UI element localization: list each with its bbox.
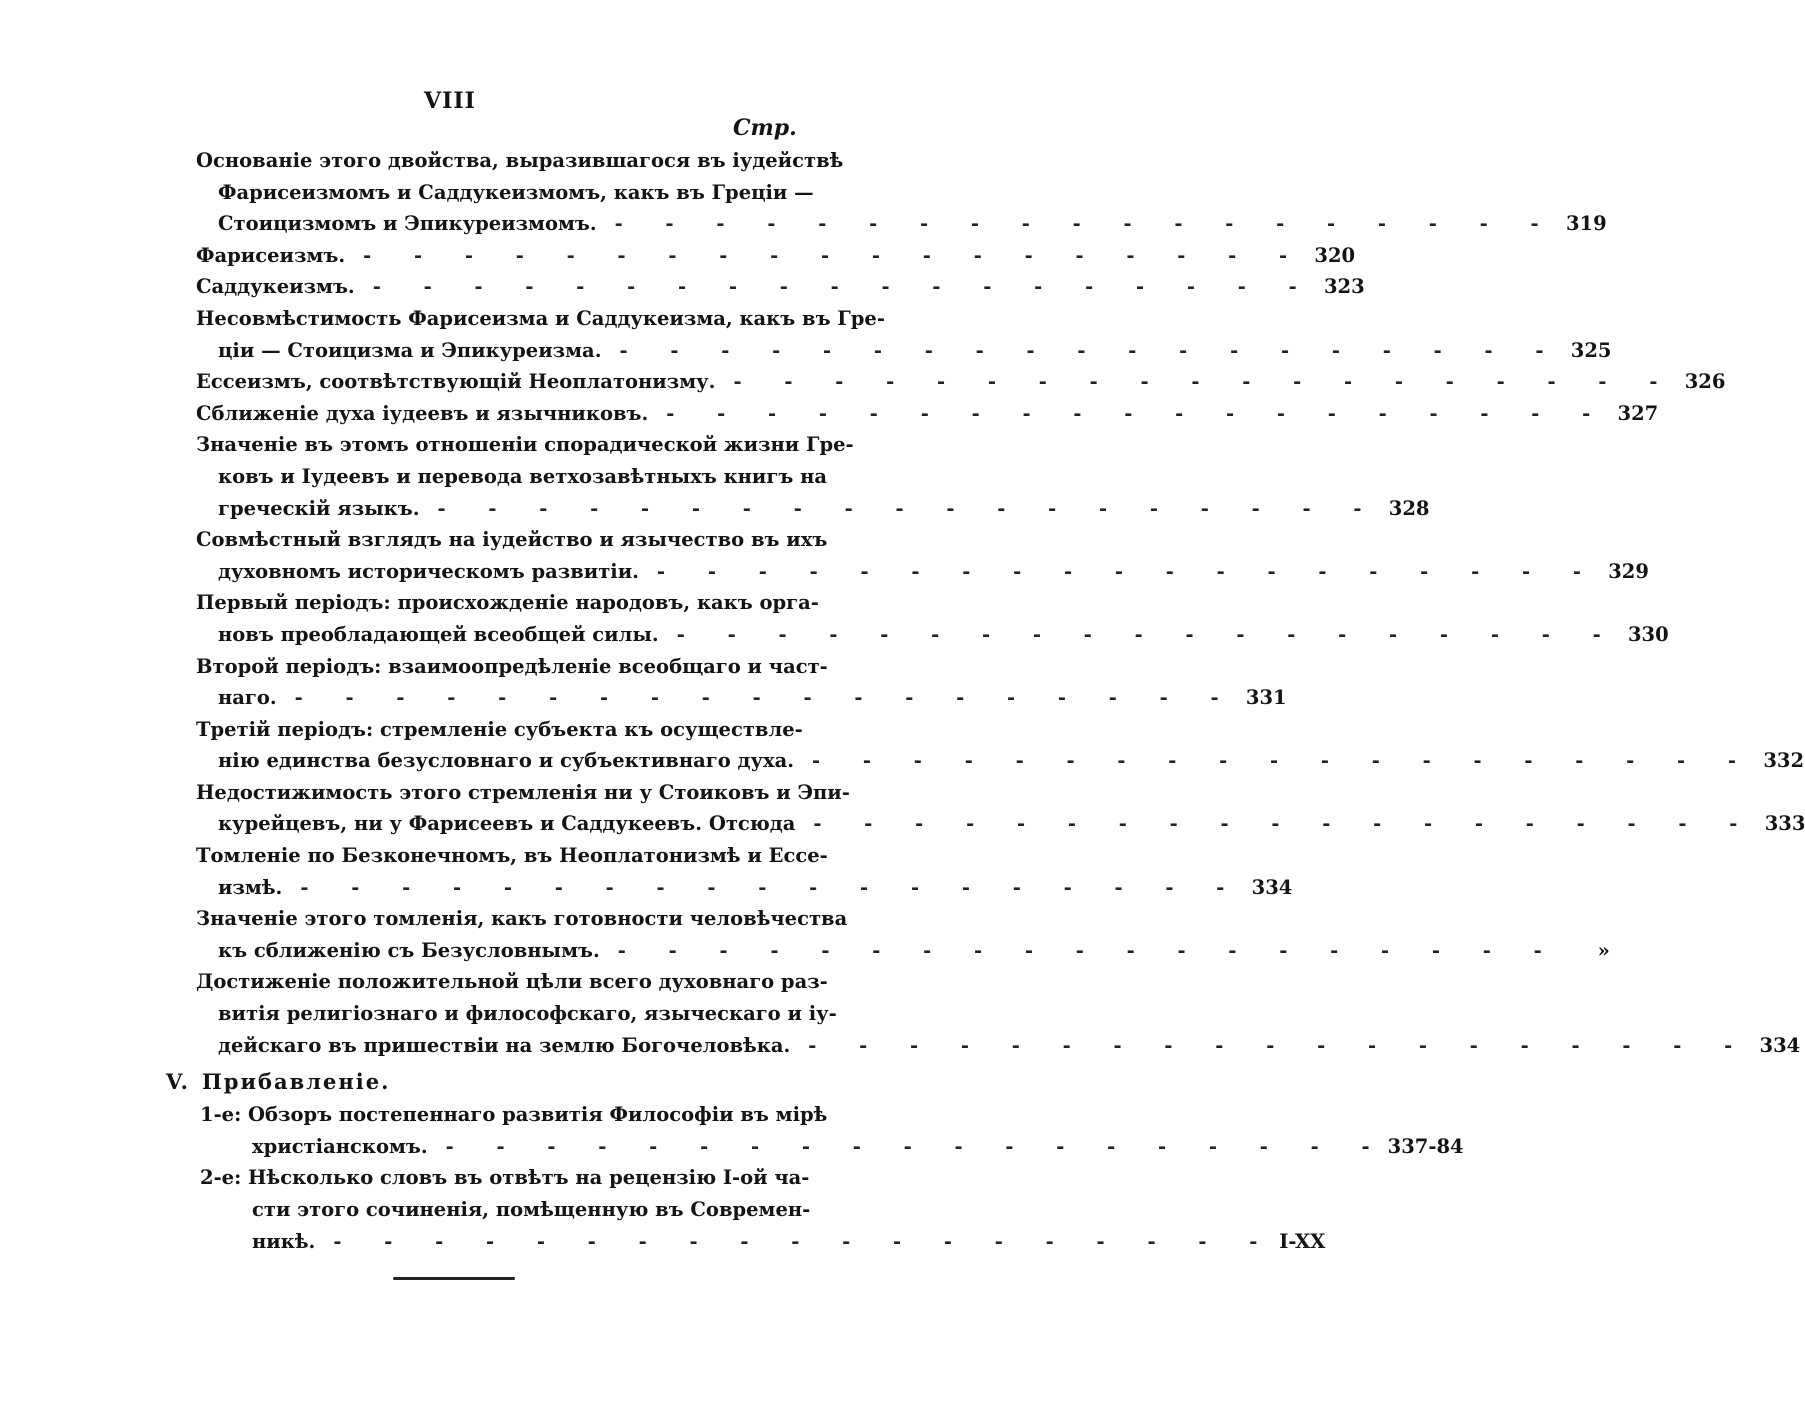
entry-text: ціи — Стоицизма и Эпикуреизма. (218, 338, 602, 362)
page-reference: I-XX (1279, 1229, 1326, 1253)
entry-text: новъ преобладающей всеобщей силы. (218, 622, 659, 646)
page-reference: 326 (1684, 370, 1726, 394)
entry-line: Недостижимость этого стремленія ни у Стоиковъ и Эпи- (196, 780, 850, 804)
entry-line (196, 493, 1430, 525)
page-reference: 328 (1388, 496, 1430, 520)
entry-line: Второй періодъ: взаимоопредѣленіе всеобщаго и част- (196, 654, 828, 678)
toc-entry (196, 240, 1356, 272)
page-reference: 330 (1627, 622, 1669, 646)
entry-line (196, 398, 1659, 430)
entry-text: никѣ. (252, 1229, 316, 1253)
page-reference: 320 (1314, 243, 1356, 267)
page-reference: 327 (1617, 401, 1659, 425)
page-reference: » (1597, 938, 1610, 962)
entry-line: Несовмѣстимость Фарисеизма и Саддукеизма, какъ въ Гре- (196, 306, 885, 330)
entry-line (196, 619, 1669, 651)
dot-leader: - - - - - - - - - - - - - - - - - - - (445, 1134, 1388, 1158)
entry-line (196, 682, 1287, 714)
dot-leader: - - - - - - - - - - - - - - - - - - - (617, 938, 1560, 962)
entry-line: Третій періодъ: стремленіе субъекта къ осуществле- (196, 717, 803, 741)
page-reference: 333 (1764, 812, 1805, 836)
entry-line: Достиженіе положительной цѣли всего духовнаго раз- (196, 970, 828, 994)
entry-line (200, 1226, 1326, 1258)
entry-line (196, 556, 1649, 588)
dot-leader: - - - - - - - - - - - - - - - - - - - (813, 812, 1756, 836)
toc-entry (196, 145, 1607, 240)
entry-text: измѣ. (218, 875, 283, 899)
entry-text: Саддукеизмъ. (196, 275, 355, 299)
dot-leader: - - - - - - - - - - - - - - - - - - - (333, 1229, 1276, 1253)
toc-entry (196, 966, 1801, 1061)
dot-leader: - - - - - - - - - - - - - - - - - - - (619, 338, 1562, 362)
dot-leader: - - - - - - - - - - - - - - - - - - - (733, 370, 1676, 394)
entry-text: Фарисеизмъ. (196, 243, 346, 267)
entry-line: Основаніе этого двойства, выразившагося въ іудействѣ (196, 149, 844, 172)
toc-entry (196, 429, 1430, 524)
dot-leader: - - - - - - - - - - - - - - - - - - - (300, 875, 1243, 899)
page-reference: 337-84 (1387, 1134, 1464, 1158)
entry-line: Томленіе по Безконечномъ, въ Неоплатонизмѣ и Ессе- (196, 844, 828, 868)
toc-entry (196, 303, 1612, 366)
entry-line: Совмѣстный взглядъ на іудейство и язычество въ ихъ (196, 528, 828, 552)
dot-leader: - - - - - - - - - - - - - - - - - - - (812, 749, 1755, 773)
dot-leader: - - - - - - - - - - - - - - - - - - - (666, 401, 1609, 425)
page-reference: 323 (1323, 275, 1365, 299)
entry-line: ковъ и Іудеевъ и перевода ветхозавѣтныхъ книгъ на (218, 464, 828, 488)
dot-leader: - - - - - - - - - - - - - - - - - - - (808, 1033, 1751, 1057)
entry-text: нію единства безусловнаго и субъективнаго духа. (218, 749, 795, 773)
dot-leader: - - - - - - - - - - - - - - - - - - - (676, 622, 1619, 646)
toc-entry (196, 398, 1659, 430)
entry-text: духовномъ историческомъ развитіи. (218, 559, 639, 583)
dot-leader: - - - - - - - - - - - - - - - - - - - (363, 243, 1306, 267)
entry-line (196, 271, 1365, 303)
entry-line: 1-е: Обзоръ постепеннаго развитія Философіи въ мірѣ (200, 1103, 828, 1127)
entry-text: греческій языкъ. (218, 496, 420, 520)
dot-leader: - - - - - - - - - - - - - - - - - - - (614, 212, 1557, 236)
entry-text: христіанскомъ. (252, 1134, 428, 1158)
entry-line (196, 366, 1726, 398)
dot-leader: - - - - - - - - - - - - - - - - - - - (372, 275, 1315, 299)
entry-line: 2-е: Нѣсколько словъ въ отвѣтъ на рецензію I-ой ча- (200, 1166, 810, 1190)
page-reference: 334 (1251, 875, 1293, 899)
section-number: V. (166, 1069, 190, 1095)
entry-text: курейцевъ, ни у Фарисеевъ и Саддукеевъ. Отсюда (218, 812, 796, 836)
closing-rule (393, 1277, 515, 1280)
toc-entry (196, 587, 1669, 650)
table-of-contents (0, 145, 1805, 1257)
entry-line (196, 335, 1612, 367)
entry-text: Стоицизмомъ и Эпикуреизмомъ. (218, 212, 597, 236)
toc-entry (196, 840, 1293, 903)
entry-line (196, 240, 1356, 272)
toc-entry (196, 366, 1726, 398)
entry-line (196, 208, 1607, 240)
entry-line (196, 808, 1805, 840)
entry-line: сти этого сочиненія, помѣщенную въ Современ- (252, 1198, 811, 1221)
section-title: Прибавленіе. (201, 1069, 391, 1095)
dot-leader: - - - - - - - - - - - - - - - - - - - (437, 496, 1380, 520)
entry-line (196, 1030, 1801, 1062)
toc-entry (196, 903, 1610, 966)
entry-text: дейскаго въ пришествіи на землю Богочеловѣка. (218, 1033, 791, 1057)
section-heading (166, 1065, 1000, 1099)
entry-line: Фарисеизмомъ и Саддукеизмомъ, какъ въ Греціи — (218, 180, 814, 204)
entry-text: къ сближенію съ Безусловнымъ. (218, 938, 600, 962)
entry-line (200, 1131, 1464, 1163)
toc-entry (196, 714, 1805, 777)
dot-leader: - - - - - - - - - - - - - - - - - - - (294, 686, 1237, 710)
page-reference: 325 (1570, 338, 1612, 362)
appendix-entry (200, 1099, 1464, 1162)
page-reference: 334 (1759, 1033, 1801, 1057)
entry-text: Сближеніе духа іудеевъ и язычниковъ. (196, 401, 649, 425)
entry-line (196, 935, 1610, 967)
entry-line: Значеніе этого томленія, какъ готовности человѣчества (196, 907, 848, 931)
entry-line (196, 872, 1293, 904)
page-column-label: Стр. (733, 115, 797, 141)
page-reference: 332 (1763, 749, 1805, 773)
entry-line: Значеніе въ этомъ отношеніи спорадической жизни Гре- (196, 433, 854, 457)
dot-leader: - - - - - - - - - - - - - - - - - - - (656, 559, 1599, 583)
page-reference: 319 (1565, 212, 1607, 236)
page-reference: 331 (1245, 686, 1287, 710)
page-reference: 329 (1608, 559, 1649, 583)
entry-line (196, 745, 1805, 777)
entry-line: Первый періодъ: происхожденіе народовъ, какъ орга- (196, 591, 819, 615)
entry-text: наго. (218, 686, 277, 710)
entry-line: витія религіознаго и философскаго, языческаго и іу- (218, 1002, 837, 1026)
toc-entry (196, 777, 1805, 840)
entry-text: Ессеизмъ, соотвѣтствующій Неоплатонизму. (196, 370, 716, 394)
toc-entry (196, 271, 1365, 303)
toc-entry (196, 524, 1649, 587)
appendix-entry (200, 1162, 1326, 1257)
toc-entry (196, 651, 1287, 714)
page-number: VIII (424, 88, 476, 114)
